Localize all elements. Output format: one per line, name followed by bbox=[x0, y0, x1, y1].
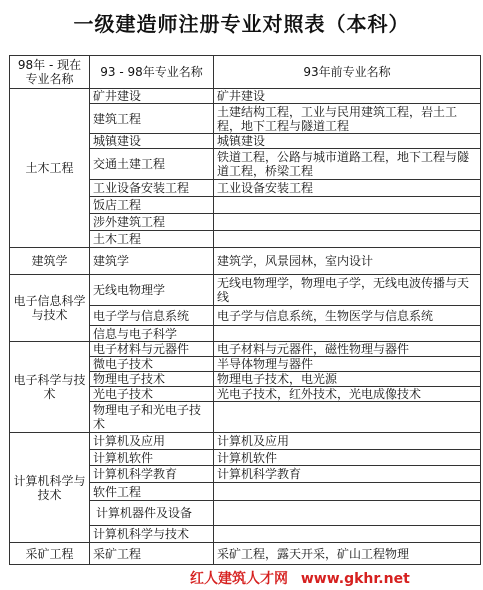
old-major bbox=[214, 526, 481, 543]
mid-major: 无线电物理学 bbox=[90, 275, 214, 306]
old-major: 光电子技术，红外技术，光电成像技术 bbox=[214, 387, 481, 402]
old-major: 采矿工程，露天开采，矿山工程物理 bbox=[214, 543, 481, 565]
old-major: 电子学与信息系统，生物医学与信息系统 bbox=[214, 306, 481, 326]
header-93-98-major: 93 - 98年专业名称 bbox=[90, 56, 214, 89]
header-current-major: 98年 - 现在 专业名称 bbox=[10, 56, 90, 89]
mid-major: 工业设备安装工程 bbox=[90, 180, 214, 197]
watermark-url: www.gkhr.net bbox=[300, 571, 410, 587]
mid-major: 土木工程 bbox=[90, 231, 214, 248]
old-major bbox=[214, 326, 481, 342]
mid-major: 饭店工程 bbox=[90, 197, 214, 214]
group-name: 建筑学 bbox=[10, 248, 90, 275]
table-row bbox=[10, 433, 481, 450]
mid-major: 电子学与信息系统 bbox=[90, 306, 214, 326]
old-major bbox=[214, 402, 481, 433]
mid-major: 微电子技术 bbox=[90, 357, 214, 372]
old-major: 计算机软件 bbox=[214, 450, 481, 466]
table-row bbox=[10, 275, 481, 306]
group-name: 土木工程 bbox=[10, 89, 90, 248]
major-comparison-table bbox=[9, 55, 481, 565]
table-row bbox=[10, 342, 481, 357]
group-name: 计算机科学与技术 bbox=[10, 433, 90, 543]
mid-major: 建筑学 bbox=[90, 248, 214, 275]
table-row bbox=[10, 248, 481, 275]
mid-major: 物理电子技术 bbox=[90, 372, 214, 387]
header-pre-93-major: 93年前专业名称 bbox=[214, 56, 481, 89]
old-major: 城镇建设 bbox=[214, 134, 481, 149]
old-major: 土建结构工程，工业与民用建筑工程，岩土工程，地下工程与隧道工程 bbox=[214, 104, 481, 134]
page-title: 一级建造师注册专业对照表（本科） bbox=[73, 12, 410, 36]
watermark-name: 红人建筑人才网 bbox=[190, 571, 288, 587]
mid-major: 软件工程 bbox=[90, 483, 214, 501]
old-major bbox=[214, 214, 481, 231]
old-major: 建筑学，风景园林，室内设计 bbox=[214, 248, 481, 275]
table-row bbox=[10, 89, 481, 104]
watermark bbox=[190, 568, 483, 590]
mid-major: 交通土建工程 bbox=[90, 149, 214, 180]
old-major: 计算机及应用 bbox=[214, 433, 481, 450]
mid-major: 采矿工程 bbox=[90, 543, 214, 565]
mid-major: 信息与电子科学 bbox=[90, 326, 214, 342]
table-row bbox=[10, 543, 481, 565]
mid-major: 建筑工程 bbox=[90, 104, 214, 134]
mid-major: 计算机科学教育 bbox=[90, 466, 214, 483]
mid-major: 光电子技术 bbox=[90, 387, 214, 402]
old-major: 铁道工程，公路与城市道路工程，地下工程与隧道工程，桥梁工程 bbox=[214, 149, 481, 180]
mid-major: 矿井建设 bbox=[90, 89, 214, 104]
group-name: 采矿工程 bbox=[10, 543, 90, 565]
mid-major: 计算机及应用 bbox=[90, 433, 214, 450]
old-major: 无线电物理学，物理电子学，无线电波传播与天线 bbox=[214, 275, 481, 306]
mid-major: 城镇建设 bbox=[90, 134, 214, 149]
mid-major: 计算机科学与技术 bbox=[90, 526, 214, 543]
group-name: 电子信息科学与技术 bbox=[10, 275, 90, 342]
old-major: 矿井建设 bbox=[214, 89, 481, 104]
header-row bbox=[10, 56, 481, 89]
old-major: 计算机科学教育 bbox=[214, 466, 481, 483]
mid-major: 计算机软件 bbox=[90, 450, 214, 466]
old-major: 物理电子技术，电光源 bbox=[214, 372, 481, 387]
old-major bbox=[214, 501, 481, 526]
mid-major: 计算机器件及设备 bbox=[90, 501, 214, 526]
mid-major: 涉外建筑工程 bbox=[90, 214, 214, 231]
old-major bbox=[214, 483, 481, 501]
old-major bbox=[214, 231, 481, 248]
mid-major: 物理电子和光电子技术 bbox=[90, 402, 214, 433]
old-major bbox=[214, 197, 481, 214]
old-major: 工业设备安装工程 bbox=[214, 180, 481, 197]
old-major: 半导体物理与器件 bbox=[214, 357, 481, 372]
old-major: 电子材料与元器件，磁性物理与器件 bbox=[214, 342, 481, 357]
group-name: 电子科学与技术 bbox=[10, 342, 90, 433]
mid-major: 电子材料与元器件 bbox=[90, 342, 214, 357]
